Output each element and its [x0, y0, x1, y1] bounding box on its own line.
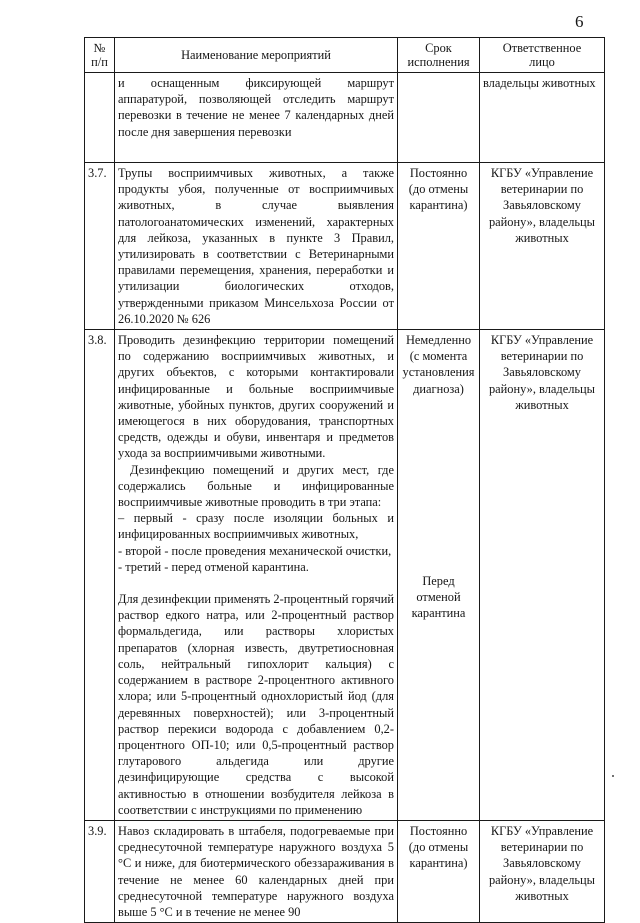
header-term: Срок исполнения	[398, 38, 480, 73]
measures-table	[84, 37, 605, 923]
table-row	[85, 330, 605, 821]
row-name: Трупы восприимчивых животных, а также продукты убоя, полученные от восприимчивых животных, в случае выявления патологоанатомических изменений, характерных для лейкоза, указанных в пункте 3 Правил, утилизировать в соответствии с Ветеринарными правилами перемещения, хранения, переработки и утилизации биологических отходов, утвержденными приказом Минсельхоза России от 26.10.2020 № 626	[115, 163, 398, 330]
table-row	[85, 73, 605, 163]
header-num: № п/п	[85, 38, 115, 73]
paragraph: - третий - перед отменой карантина.	[118, 559, 309, 574]
row-term	[398, 73, 480, 163]
page-number: 6	[575, 12, 584, 31]
row-name	[115, 330, 398, 821]
table-row	[85, 163, 605, 330]
term-immediate: Немедленно (с момента установления диагноза)	[402, 333, 475, 396]
row-num	[85, 73, 115, 163]
row-num: 3.8.	[85, 330, 115, 821]
row-resp: владельцы животных	[480, 73, 605, 163]
table-row	[85, 820, 605, 922]
row-name: и оснащенным фиксирующей маршрут аппаратурой, позволяющей отследить маршрут перевозки в течение не менее 7 календарных дней после дня завершения перевозки	[115, 73, 398, 163]
row-resp: КГБУ «Управление ветеринарии по Завьяловскому району», владельцы животных	[480, 330, 605, 821]
paragraph: Для дезинфекции применять 2-процентный горячий раствор едкого натра, или 2-процентный раствор формальдегида, или растворы хлористых препаратов (хлорная известь, двутретиосновная соль, нейтральный гипохлорит кальция) с содержанием в растворе 2-процентного активного хлора; или 5-процентный однохлористый йод (для деревянных поверхностей); или 3-процентный раствор перекиси водорода с добавлением 0,2-процентного ОП-10; или 0,5-процентный раствор глутарового альдегида или другие дезинфицирующие средства с высокой активностью в отношении возбудителя лейкоза в соответствии с инструкциями по применению	[118, 592, 394, 817]
paragraph: Проводить дезинфекцию территории помещений по содержанию восприимчивых животных, и других объектов, с которыми контактировали инфицированные и больные восприимчивые животные, убойных пунктов, других сооружений и имеющегося в них оборудования, транспортных средств, одежды и обуви, инвентаря и предметов ухода за восприимчивыми животными.	[118, 333, 394, 461]
term-before-lifting: Перед отменой карантина	[411, 573, 466, 621]
paragraph: - второй - после проведения механической очистки,	[118, 543, 392, 558]
table-header-row	[85, 38, 605, 73]
row-term: Постоянно (до отмены карантина)	[398, 163, 480, 330]
row-num: 3.9.	[85, 820, 115, 922]
row-term: Постоянно (до отмены карантина)	[398, 820, 480, 922]
row-resp: КГБУ «Управление ветеринарии по Завьяловскому району», владельцы животных	[480, 163, 605, 330]
scan-speck	[612, 775, 614, 777]
header-name: Наименование мероприятий	[115, 38, 398, 73]
row-name: Навоз складировать в штабеля, подогреваемые при среднесуточной температуре наружного воздуха 5 °С и ниже, для биотермического обеззараживания в течение не менее 60 календарных дней при среднесуточной температуре наружного воздуха выше 5 °С и в течение не менее 90	[115, 820, 398, 922]
row-num: 3.7.	[85, 163, 115, 330]
paragraph: – первый - сразу после изоляции больных и инфицированных восприимчивых животных,	[118, 511, 394, 542]
header-resp: Ответственное лицо	[480, 38, 605, 73]
row-term	[398, 330, 480, 821]
row-resp: КГБУ «Управление ветеринарии по Завьяловскому району», владельцы животных	[480, 820, 605, 922]
paragraph: Дезинфекцию помещений и других мест, где содержались больные и инфицированные восприимчивые животные проводить в три этапа:	[118, 462, 394, 510]
